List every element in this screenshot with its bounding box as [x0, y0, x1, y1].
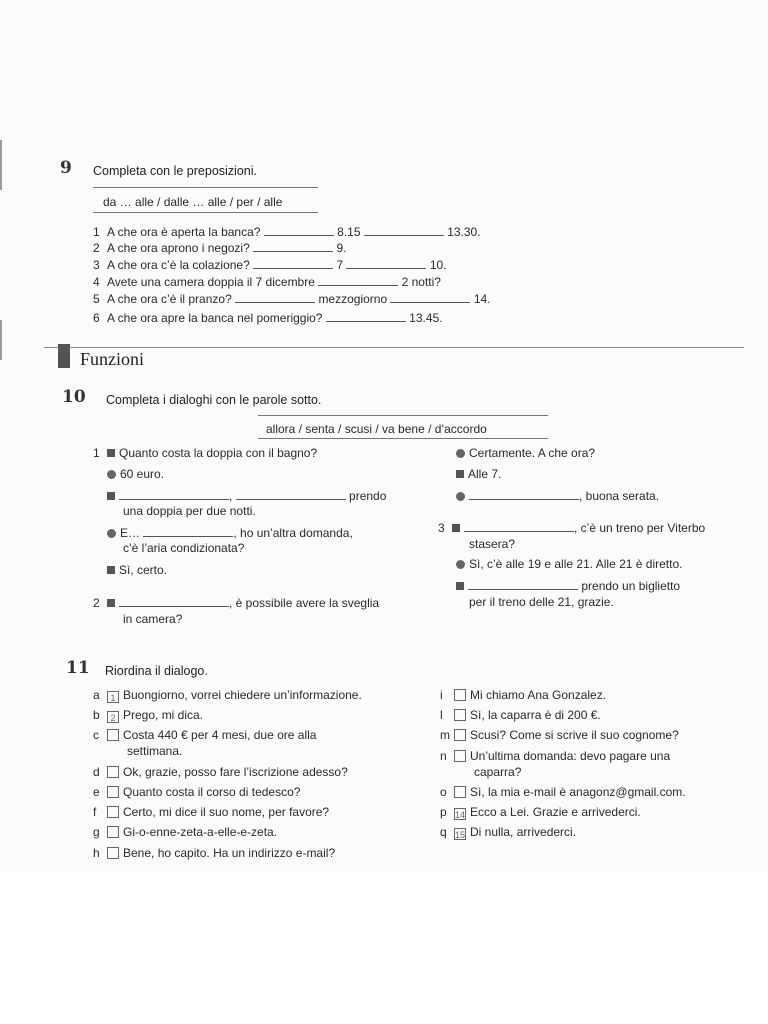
- list-item: i Mi chiamo Ana Gonzalez.: [440, 688, 607, 702]
- dialogue-line: 1 Quanto costa la doppia con il bagno?: [93, 446, 318, 460]
- answer-checkbox[interactable]: [107, 847, 119, 859]
- section-marker: [58, 344, 70, 368]
- answer-checkbox[interactable]: [107, 806, 119, 818]
- dialogue-line: 2 , è possibile avere la sveglia: [93, 596, 380, 610]
- dialogue-line: c’è l’aria condizionata?: [123, 541, 245, 555]
- exercise-item: 1 A che ora è aperta la banca? 8.15 13.30.: [93, 225, 481, 239]
- answer-checkbox[interactable]: 1: [107, 691, 119, 703]
- list-item: n Un’ultima domanda: devo pagare una: [440, 749, 671, 763]
- scan-edge-mark: [0, 320, 2, 360]
- dialogue-line: Sì, c’è alle 19 e alle 21. Alle 21 è diretto.: [456, 557, 682, 572]
- word-box: allora / senta / scusi / va bene / d’accordo: [266, 422, 487, 436]
- exercise-item: 6 A che ora apre la banca nel pomeriggio? 13.45.: [93, 311, 443, 325]
- list-item: p 14 Ecco a Lei. Grazie e arrivederci.: [440, 805, 641, 820]
- exercise-item: 4 Avete una camera doppia il 7 dicembre 2 notti?: [93, 275, 441, 289]
- exercise-title: Completa i dialoghi con le parole sotto.: [106, 393, 322, 407]
- dialogue-line: Alle 7.: [456, 467, 501, 482]
- dialogue-line: 60 euro.: [107, 467, 164, 482]
- dialogue-line: per il treno delle 21, grazie.: [469, 595, 614, 609]
- answer-checkbox[interactable]: [454, 729, 466, 741]
- exercise-item: 2 A che ora aprono i negozi? 9.: [93, 241, 347, 255]
- dialogue-line: 3 , c’è un treno per Viterbo: [438, 521, 706, 535]
- list-item: h Bene, ho capito. Ha un indirizzo e-mail?: [93, 846, 336, 860]
- answer-checkbox[interactable]: 14: [455, 810, 466, 820]
- answer-checkbox[interactable]: [107, 766, 119, 778]
- divider: [258, 415, 548, 416]
- answer-checkbox[interactable]: [454, 709, 466, 721]
- answer-checkbox[interactable]: [107, 729, 119, 741]
- dialogue-line: prendo un biglietto: [456, 578, 680, 594]
- dialogue-line: Certamente. A che ora?: [456, 446, 595, 461]
- answer-checkbox[interactable]: [454, 689, 466, 701]
- list-item: l Sì, la caparra è di 200 €.: [440, 708, 601, 722]
- list-item: a 1 Buongiorno, vorrei chiedere un’informazione.: [93, 688, 362, 703]
- answer-checkbox[interactable]: 2: [107, 711, 119, 723]
- exercise-number: 10: [62, 387, 86, 407]
- list-item: g Gi-o-enne-zeta-a-elle-e-zeta.: [93, 825, 278, 839]
- answer-checkbox[interactable]: [107, 786, 119, 798]
- list-item: q 15 Di nulla, arrivederci.: [440, 825, 577, 840]
- list-item: c Costa 440 € per 4 mesi, due ore alla: [93, 728, 317, 742]
- dialogue-line: una doppia per due notti.: [123, 504, 256, 518]
- list-item: f Certo, mi dice il suo nome, per favore?: [93, 805, 330, 819]
- exercise-number: 11: [66, 658, 90, 678]
- dialogue-line: stasera?: [469, 537, 516, 551]
- list-item: o Sì, la mia e-mail è anagonz@gmail.com.: [440, 785, 686, 799]
- list-item: d Ok, grazie, posso fare l’iscrizione adesso?: [93, 765, 348, 779]
- list-item-continued: settimana.: [127, 744, 183, 758]
- answer-checkbox[interactable]: [454, 750, 466, 762]
- dialogue-line: , prendo: [107, 488, 386, 504]
- section-title: Funzioni: [80, 349, 145, 369]
- answer-checkbox[interactable]: [454, 786, 466, 798]
- list-item: b 2 Prego, mi dica.: [93, 708, 204, 723]
- answer-checkbox[interactable]: [107, 826, 119, 838]
- divider: [258, 438, 548, 439]
- dialogue-line: , buona serata.: [456, 488, 659, 504]
- exercise-number: 9: [60, 158, 72, 178]
- list-item: e Quanto costa il corso di tedesco?: [93, 785, 301, 799]
- divider: [93, 212, 318, 213]
- exercise-title: Completa con le preposizioni.: [93, 164, 257, 178]
- word-box: da … alle / dalle … alle / per / alle: [103, 195, 283, 209]
- scan-edge-mark: [0, 140, 2, 190]
- divider: [93, 187, 318, 188]
- exercise-title: Riordina il dialogo.: [105, 664, 208, 678]
- exercise-item: 3 A che ora c’è la colazione? 7 10.: [93, 258, 447, 272]
- dialogue-line: E… , ho un’altra domanda,: [107, 525, 353, 541]
- list-item: m Scusi? Come si scrive il suo cognome?: [440, 728, 679, 742]
- answer-checkbox[interactable]: 15: [455, 830, 466, 840]
- dialogue-line: Sì, certo.: [107, 563, 167, 578]
- section-divider: [44, 347, 744, 348]
- dialogue-line: in camera?: [123, 612, 183, 626]
- list-item-continued: caparra?: [474, 765, 522, 779]
- exercise-item: 5 A che ora c’è il pranzo? mezzogiorno 14.: [93, 292, 491, 306]
